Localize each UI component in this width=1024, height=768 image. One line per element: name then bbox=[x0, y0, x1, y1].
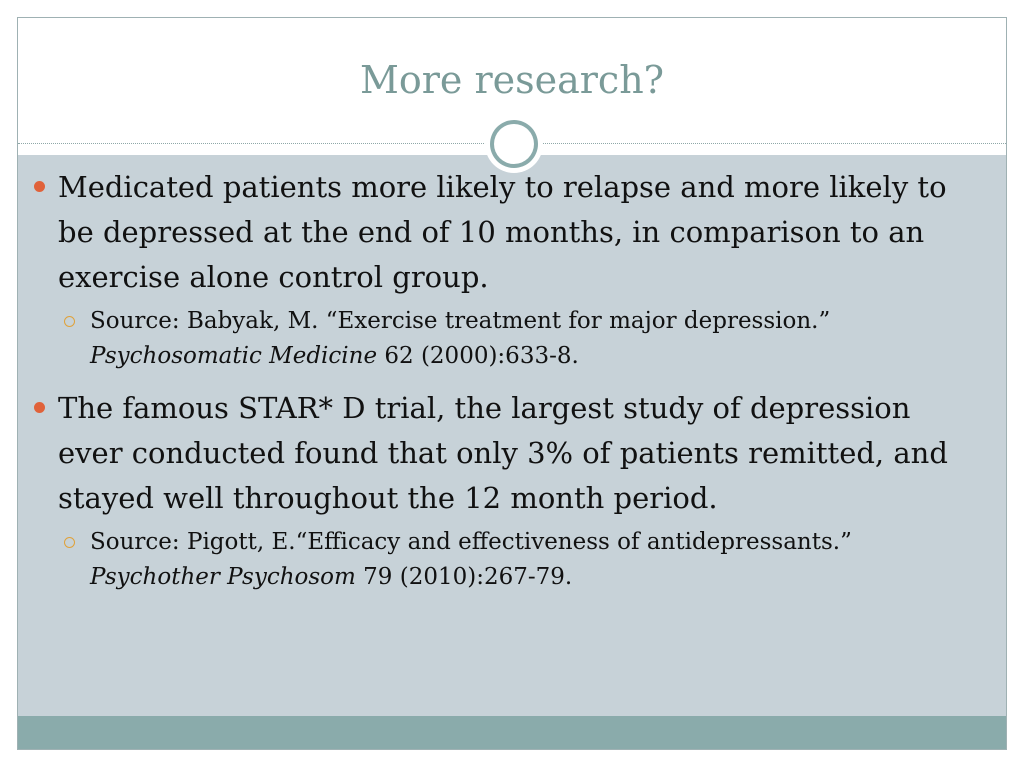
source-suffix: 62 (2000):633-8. bbox=[384, 343, 579, 369]
sub-bullet-icon bbox=[64, 316, 75, 327]
sub-bullet-icon bbox=[64, 537, 75, 548]
slide-title: More research? bbox=[359, 58, 665, 102]
source-prefix: Source: Pigott, E.“Efficacy and effectiveness of antidepressants.” bbox=[90, 529, 852, 555]
bullet-text: The famous STAR* D trial, the largest study of depression ever conducted found that only 3% of patients remitted, and stayed well throughout the 12 month period. bbox=[58, 391, 948, 515]
bullet-item bbox=[34, 165, 954, 300]
bullet-icon bbox=[34, 181, 45, 192]
source-item bbox=[34, 525, 954, 595]
source-item bbox=[34, 304, 954, 374]
source-suffix: 79 (2010):267-79. bbox=[363, 564, 573, 590]
divider-ornament-core bbox=[494, 124, 534, 164]
footer-band bbox=[18, 716, 1006, 749]
slide-content bbox=[34, 165, 954, 607]
source-journal: Psychosomatic Medicine bbox=[90, 343, 378, 369]
bullet-item bbox=[34, 386, 954, 521]
source-journal: Psychother Psychosom bbox=[90, 564, 356, 590]
bullet-text: Medicated patients more likely to relapse and more likely to be depressed at the end of 10 months, in comparison to an exercise alone control group. bbox=[58, 170, 947, 294]
source-prefix: Source: Babyak, M. “Exercise treatment for major depression.” bbox=[90, 308, 831, 334]
bullet-icon bbox=[34, 402, 45, 413]
